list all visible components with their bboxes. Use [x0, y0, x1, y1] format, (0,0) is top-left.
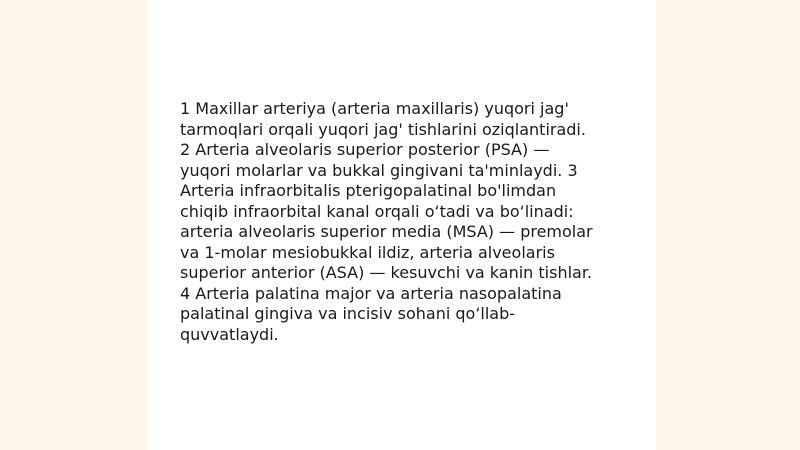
document-page: [148, 0, 656, 450]
body-paragraph: 1 Maxillar arteriya (arteria maxillaris) yuqori jag' tarmoqlari orqali yuqori jag' tishlarini oziqlantiradi. 2 Arteria alveolaris superior posterior (PSA) — yuqori molarlar va bukkal gingivani ta'minlaydi. 3 Arteria infraorbitalis pterigopalatinal bo'limdan chiqib infraorbital kanal orqali o‘tadi va bo‘linadi: arteria alveolaris superior media (MSA) — premolar va 1-molar mesiobukkal ildiz, arteria alveolaris superior anterior (ASA) — kesuvchi va kanin tishlar. 4 Arteria palatina major va arteria nasopalatina palatinal gingiva va incisiv sohani qo‘llab-quvvatlaydi.: [180, 99, 593, 344]
